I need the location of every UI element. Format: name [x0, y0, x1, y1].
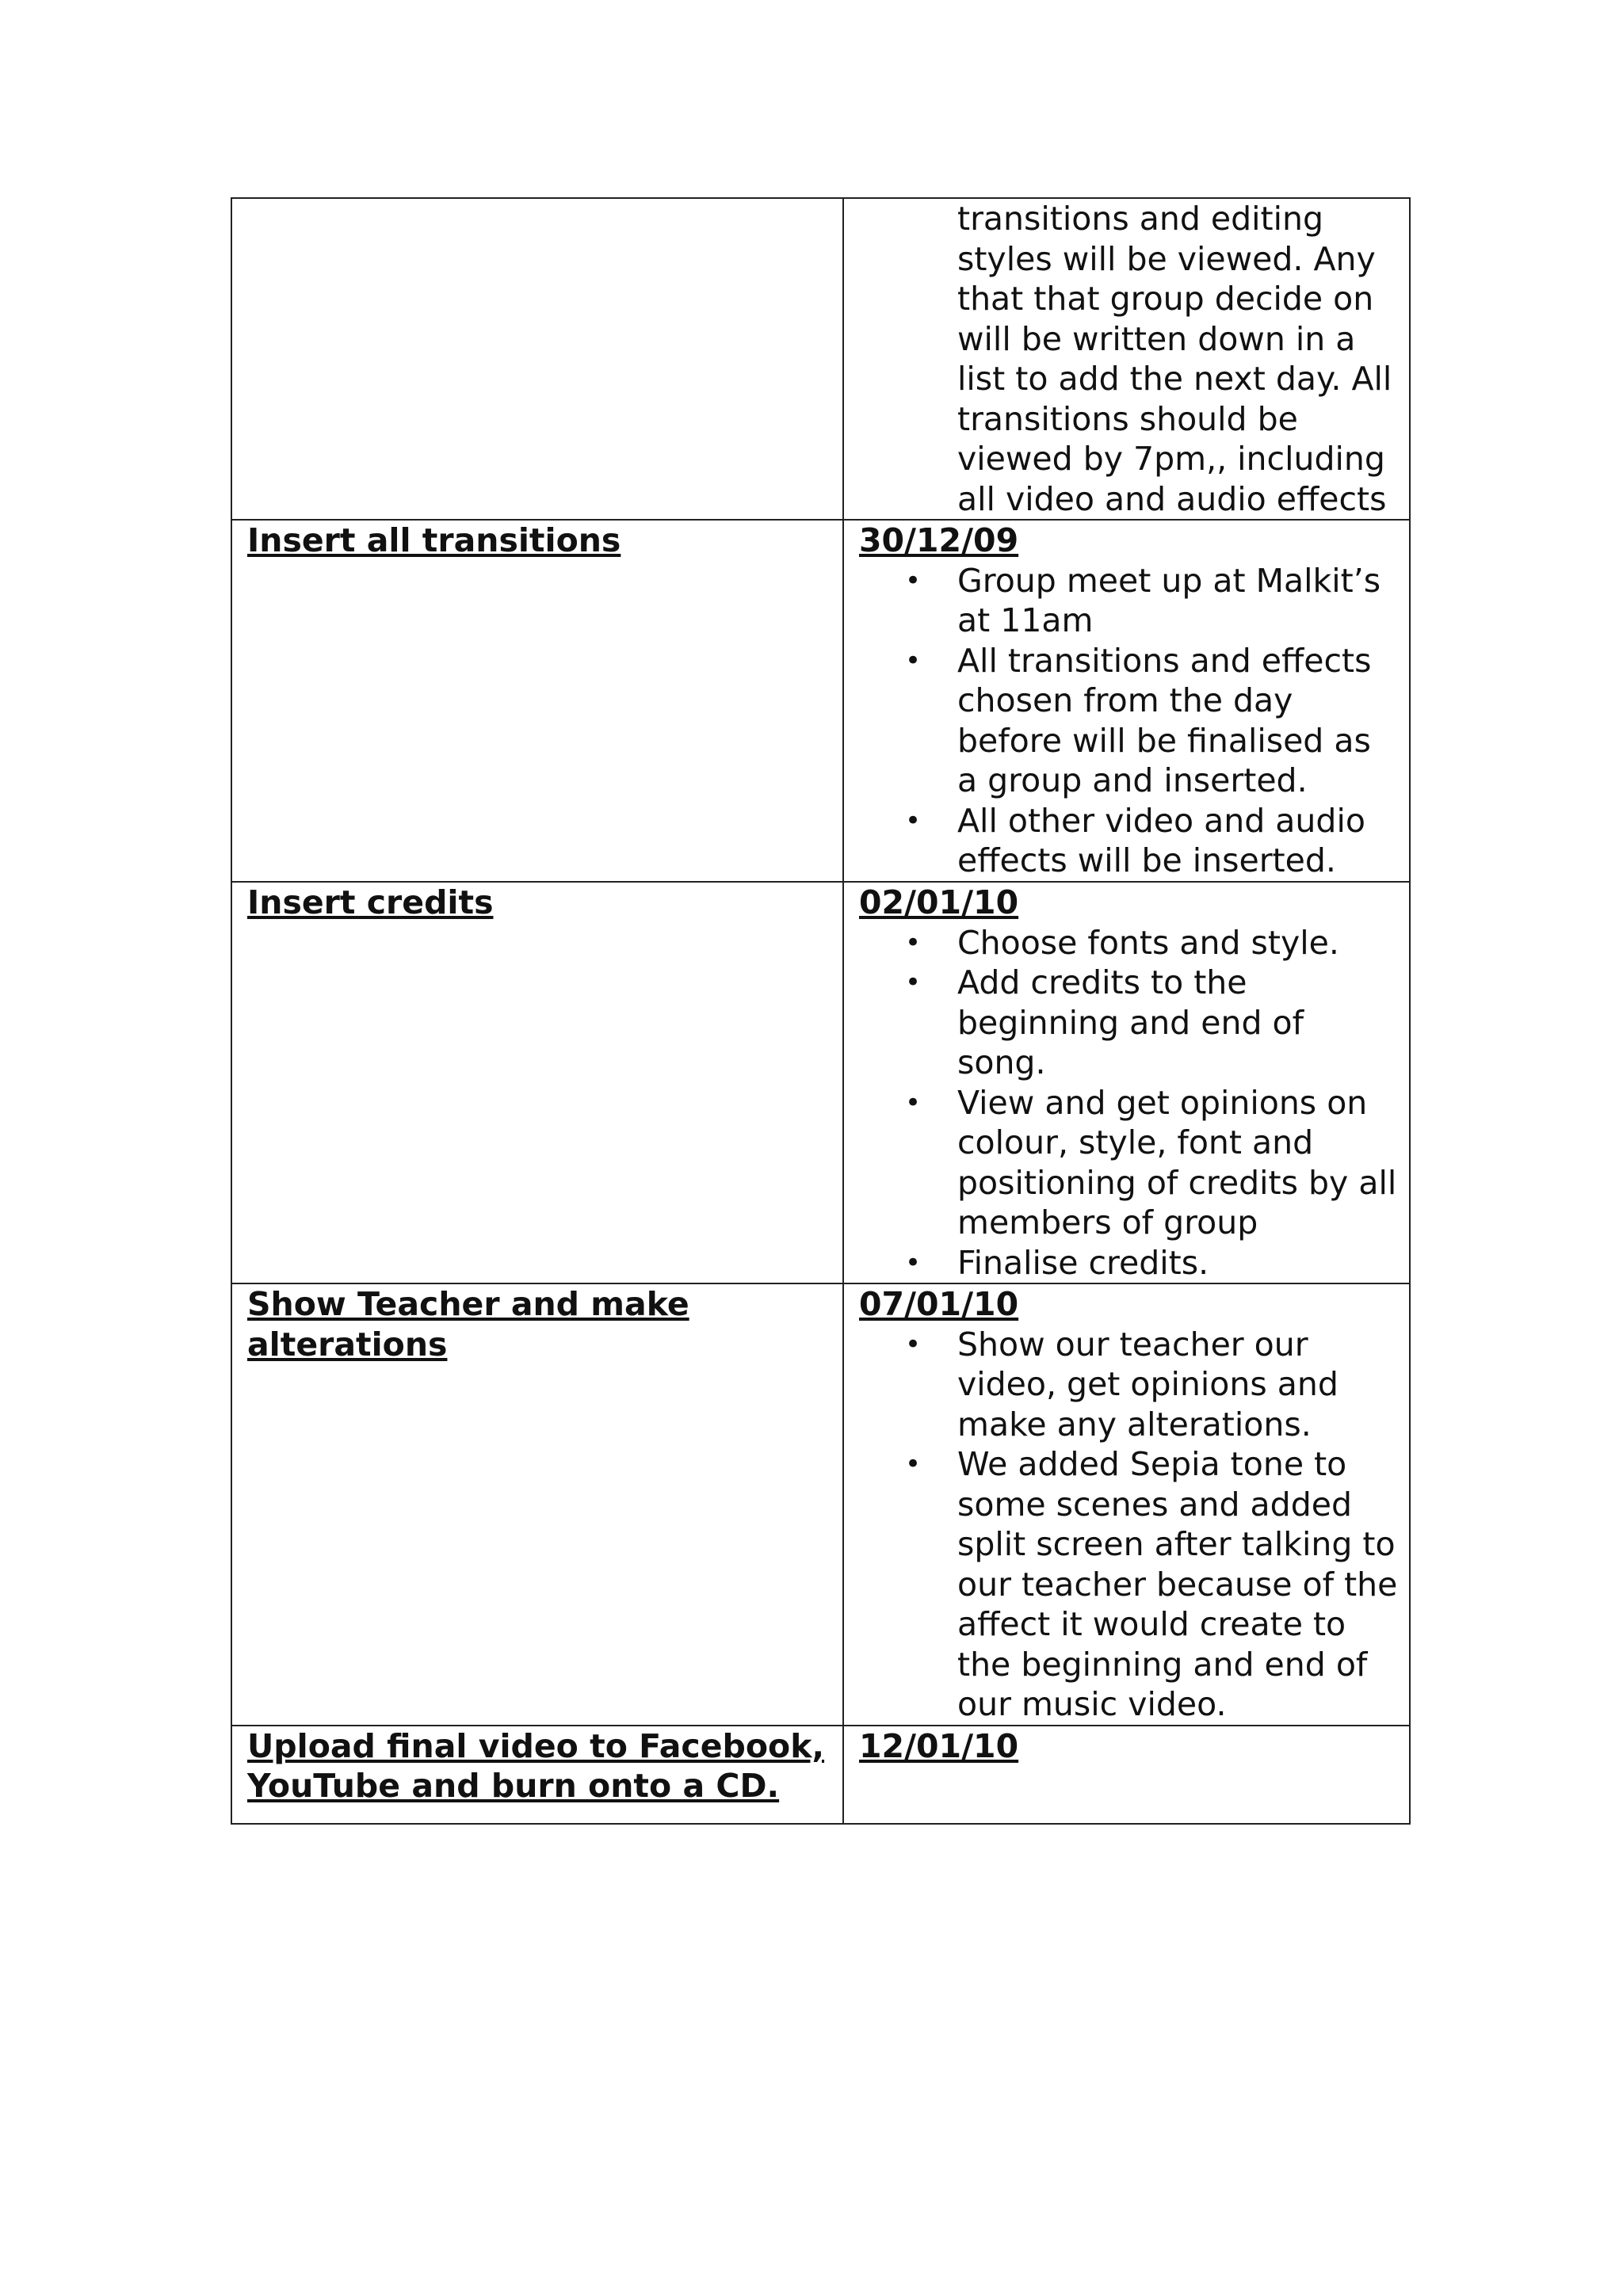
task-cell: [231, 882, 843, 1283]
continuation-text: transitions and editing styles will be viewed. Any that that group decide on will be written down in a list to add the next day. All transitions should be viewed by 7pm,, including all video and audio effects: [957, 200, 1392, 518]
bullet-list: [859, 1325, 1400, 1725]
bullet-icon: •: [905, 564, 922, 597]
detail-cell: [843, 1726, 1410, 1824]
list-item-text: View and get opinions on colour, style, font and positioning of credits by all members of group: [957, 1083, 1397, 1241]
table-row: [231, 1283, 1410, 1726]
detail-cell: [843, 520, 1410, 882]
list-item-text: Finalise credits.: [957, 1243, 1209, 1282]
task-label: Show Teacher and make alterations: [247, 1285, 689, 1363]
task-cell: [231, 520, 843, 882]
bullet-icon: •: [905, 1448, 922, 1480]
task-label: Insert credits: [247, 883, 494, 921]
date-label: 07/01/10: [859, 1285, 1019, 1323]
list-item: [859, 1325, 1400, 1445]
list-item-text: We added Sepia tone to some scenes and added split screen after talking to our teacher because of the affect it would create to the beginning and end of our music video.: [957, 1445, 1398, 1723]
list-item-text: Choose fonts and style.: [957, 923, 1339, 962]
table-row: [231, 198, 1410, 520]
list-item-text: All other video and audio effects will be inserted.: [957, 801, 1365, 879]
list-item: [859, 801, 1400, 881]
task-cell: [231, 1283, 843, 1726]
bullet-list: [859, 923, 1400, 1283]
bullet-icon: •: [905, 1246, 922, 1279]
list-item: [859, 641, 1400, 801]
table-row: [231, 882, 1410, 1283]
date-label: 12/01/10: [859, 1726, 1019, 1765]
list-item-text: All transitions and effects chosen from the day before will be finalised as a group and inserted.: [957, 641, 1372, 799]
detail-cell: [843, 882, 1410, 1283]
date-label: 02/01/10: [859, 883, 1019, 921]
list-item: [859, 1243, 1400, 1283]
list-item-text: Group meet up at Malkit’s at 11am: [957, 561, 1381, 639]
bullet-icon: •: [905, 804, 922, 837]
task-label: Upload final video to Facebook, YouTube and burn onto a CD.: [247, 1726, 825, 1805]
list-item: [859, 1083, 1400, 1243]
bullet-icon: •: [905, 1086, 922, 1119]
list-item: [859, 561, 1400, 641]
bullet-icon: •: [905, 926, 922, 959]
task-cell: [231, 1726, 843, 1824]
date-label: 30/12/09: [859, 521, 1019, 559]
list-item: [859, 923, 1400, 963]
table-row: [231, 520, 1410, 882]
list-item-text: Add credits to the beginning and end of song.: [957, 963, 1304, 1081]
bullet-list: [859, 561, 1400, 881]
bullet-icon: •: [905, 644, 922, 677]
list-item: [859, 1444, 1400, 1725]
detail-cell: [843, 198, 1410, 520]
task-cell: [231, 198, 843, 520]
table-row: [231, 1726, 1410, 1824]
production-schedule-table: [231, 197, 1411, 1825]
list-item-text: Show our teacher our video, get opinions and make any alterations.: [957, 1325, 1338, 1444]
detail-cell: [843, 1283, 1410, 1726]
bullet-icon: •: [905, 967, 922, 998]
bullet-icon: •: [905, 1328, 922, 1360]
task-label: Insert all transitions: [247, 521, 621, 559]
list-item: [859, 963, 1400, 1083]
